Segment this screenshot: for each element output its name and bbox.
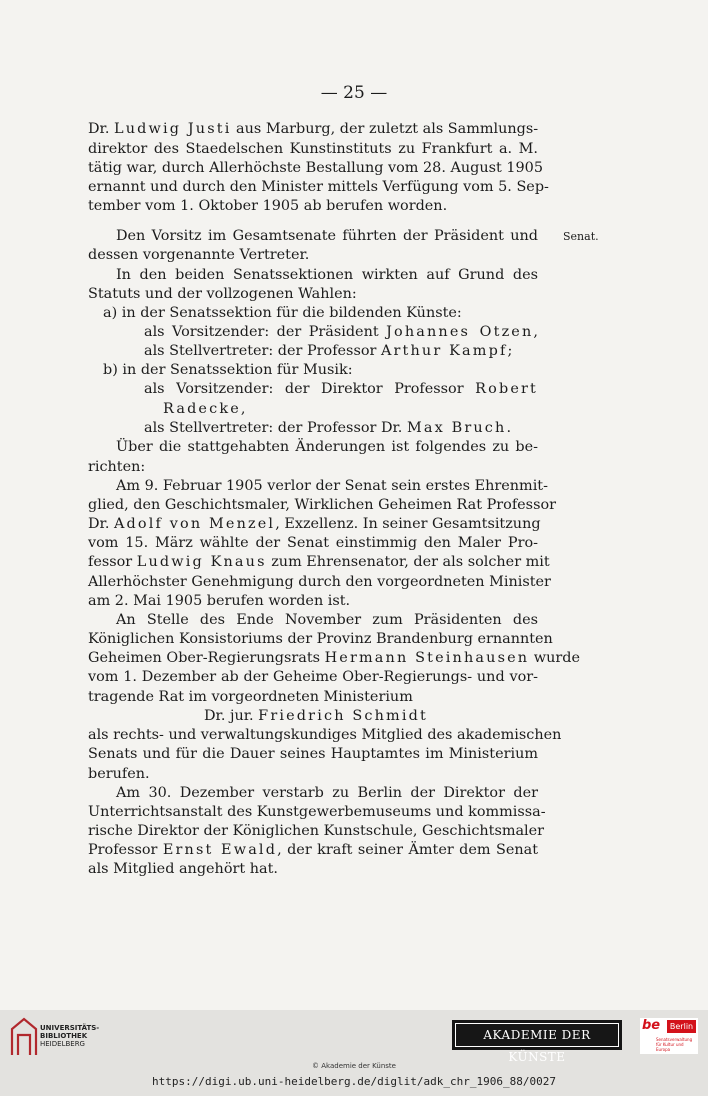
text-segment: a) in der Senatssektion für die bildenden Künste: (103, 305, 462, 321)
text-segment: vom 1. Dezember ab der Geheime Ober-Regierungs- und vor- (88, 669, 538, 685)
berlin-box: Berlin (667, 1020, 696, 1033)
akademie-logo[interactable] (452, 1020, 622, 1064)
text-segment: fessor (88, 554, 137, 570)
spaced-name: Adolf von Menzel (113, 516, 276, 532)
text-line (204, 707, 538, 725)
text-segment: Den Vorsitz im Gesamtsenate führten der Präsident und (116, 228, 538, 244)
text-line (88, 860, 538, 878)
text-segment: als Vorsitzender: der Direktor Professor (144, 381, 476, 397)
spaced-name: Ernst Ewald (162, 842, 278, 858)
text-line (144, 323, 538, 341)
text-line (88, 246, 538, 264)
text-segment: glied, den Geschichtsmaler, Wirklichen Geheimen Rat Professor (88, 497, 556, 513)
text-line (88, 765, 538, 783)
text-segment: Senats und für die Dauer seines Hauptamtes im Ministerium (88, 746, 538, 762)
text-line (88, 726, 562, 744)
copyright-notice: © Akademie der Künste (312, 1062, 396, 1070)
text-line (88, 573, 551, 591)
text-line (116, 266, 538, 284)
text-segment: als Stellvertreter: der Professor Dr. (144, 420, 407, 436)
text-line (103, 361, 538, 379)
text-line (116, 227, 538, 245)
text-line (116, 611, 538, 629)
text-segment: als Vorsitzender: der Präsident (144, 324, 387, 340)
text-line (88, 458, 538, 476)
text-line (88, 159, 543, 177)
text-segment: , der kraft seiner Ämter dem Senat (277, 842, 538, 858)
text-line (116, 477, 548, 495)
text-segment: tätig war, durch Allerhöchste Bestallung vom 28. August 1905 (88, 160, 543, 176)
text-line (88, 822, 545, 840)
text-segment: Geheimen Ober-Regierungsrats (88, 650, 325, 666)
text-segment: Königlichen Konsistoriums der Provinz Brandenburg ernannten (88, 631, 553, 647)
text-segment: tragende Rat im vorgeordneten Ministerium (88, 689, 413, 705)
uni-line-3: HEIDELBERG (40, 1040, 85, 1048)
text-segment: In den beiden Senatssektionen wirkten auf Grund des (116, 267, 538, 283)
spaced-name: Ludwig Justi (113, 121, 232, 137)
text-segment: ernannt und durch den Minister mittels Verfügung vom 5. Sep- (88, 179, 549, 195)
text-line (88, 668, 538, 686)
berlin-subtitle-1: Senatsverwaltung (656, 1037, 693, 1042)
berlin-logo[interactable] (640, 1018, 698, 1054)
text-line (88, 197, 538, 215)
berlin-subtitle-2: für Kultur und Europa (656, 1042, 684, 1052)
text-line (88, 496, 556, 514)
source-url[interactable]: https://digi.ub.uni-heidelberg.de/diglit/adk_chr_1906_88/0027 (152, 1075, 556, 1088)
text-segment: ; (507, 343, 513, 359)
akademie-label: AKADEMIE DER KÜNSTE (455, 1023, 619, 1047)
text-segment: Am 9. Februar 1905 verlor der Senat sein erstes Ehrenmit- (116, 478, 548, 494)
text-line (88, 803, 546, 821)
spaced-name: Ludwig Knaus (136, 554, 267, 570)
text-line (116, 438, 538, 456)
text-line (116, 784, 538, 802)
spaced-name: Friedrich Schmidt (258, 708, 428, 724)
text-line (103, 304, 538, 322)
text-segment: b) in der Senatssektion für Musik: (103, 362, 353, 378)
text-segment: Unterrichtsanstalt des Kunstgewerbemuseums und kommissa- (88, 804, 546, 820)
university-library-label[interactable] (40, 1024, 99, 1048)
text-line (88, 534, 538, 552)
text-segment: vom 15. März wählte der Senat einstimmig den Maler Pro- (88, 535, 538, 551)
text-segment: berufen. (88, 766, 150, 782)
text-line (144, 342, 538, 360)
text-line (88, 120, 538, 138)
text-line (163, 400, 538, 418)
text-line (144, 419, 538, 437)
text-line (88, 140, 538, 158)
text-line (88, 553, 550, 571)
text-segment: , Exzellenz. In seiner Gesamtsitzung (275, 516, 541, 532)
spaced-name: Johannes Otzen (386, 324, 534, 340)
berlin-be: be (642, 1018, 661, 1033)
text-segment: tember vom 1. Oktober 1905 ab berufen worden. (88, 198, 448, 214)
text-segment: aus Marburg, der zuletzt als Sammlungs- (231, 121, 539, 137)
text-segment: direktor des Staedelschen Kunstinstituts zu Frankfurt a. M. (88, 141, 538, 157)
uni-line-2: BIBLIOTHEK (40, 1032, 88, 1040)
text-line (88, 688, 538, 706)
text-line (88, 649, 580, 667)
text-segment: Über die stattgehabten Änderungen ist folgendes zu be- (116, 439, 538, 455)
text-segment: Professor (88, 842, 163, 858)
text-segment: rische Direktor der Königlichen Kunstschule, Geschichtsmaler (88, 823, 545, 839)
spaced-name: Hermann Steinhausen (324, 650, 530, 666)
text-line (88, 178, 549, 196)
text-segment: wurde (529, 650, 580, 666)
text-segment: An Stelle des Ende November zum Präsidenten des (116, 612, 538, 628)
text-segment: Dr. jur. (204, 708, 259, 724)
text-segment: als rechts- und verwaltungskundiges Mitglied des akademischen (88, 727, 562, 743)
text-line (88, 592, 538, 610)
text-segment: als Mitglied angehört hat. (88, 861, 278, 877)
text-segment: als Stellvertreter: der Professor (144, 343, 381, 359)
text-segment: Statuts und der vollzogenen Wahlen: (88, 286, 357, 302)
uni-line-1: UNIVERSITÄTS- (40, 1024, 100, 1032)
text-line (88, 285, 538, 303)
text-segment: dessen vorgenannte Vertreter. (88, 247, 310, 263)
text-segment: zum Ehrensenator, der als solcher mit (266, 554, 550, 570)
text-segment: , (533, 324, 538, 340)
text-segment: Allerhöchster Genehmigung durch den vorgeordneten Minister (88, 574, 551, 590)
text-line (88, 745, 538, 763)
text-segment: Am 30. Dezember verstarb zu Berlin der Direktor der (116, 785, 538, 801)
spaced-name: Robert (475, 381, 538, 397)
text-segment: Dr. (88, 121, 114, 137)
text-line (144, 380, 538, 398)
text-segment: richten: (88, 459, 146, 475)
spaced-name: Max Bruch (406, 420, 507, 436)
spaced-name: Arthur Kampf (380, 343, 508, 359)
text-segment: , (240, 401, 246, 417)
page-number: — 25 — (320, 83, 388, 103)
text-segment: am 2. Mai 1905 berufen worden ist. (88, 593, 351, 609)
text-line (88, 515, 541, 533)
berlin-subtitle (656, 1037, 698, 1052)
spaced-name: Radecke (163, 401, 241, 417)
margin-note: Senat. (563, 230, 599, 243)
text-line (88, 841, 538, 859)
text-segment: . (506, 420, 512, 436)
text-segment: Dr. (88, 516, 114, 532)
text-line (88, 630, 553, 648)
